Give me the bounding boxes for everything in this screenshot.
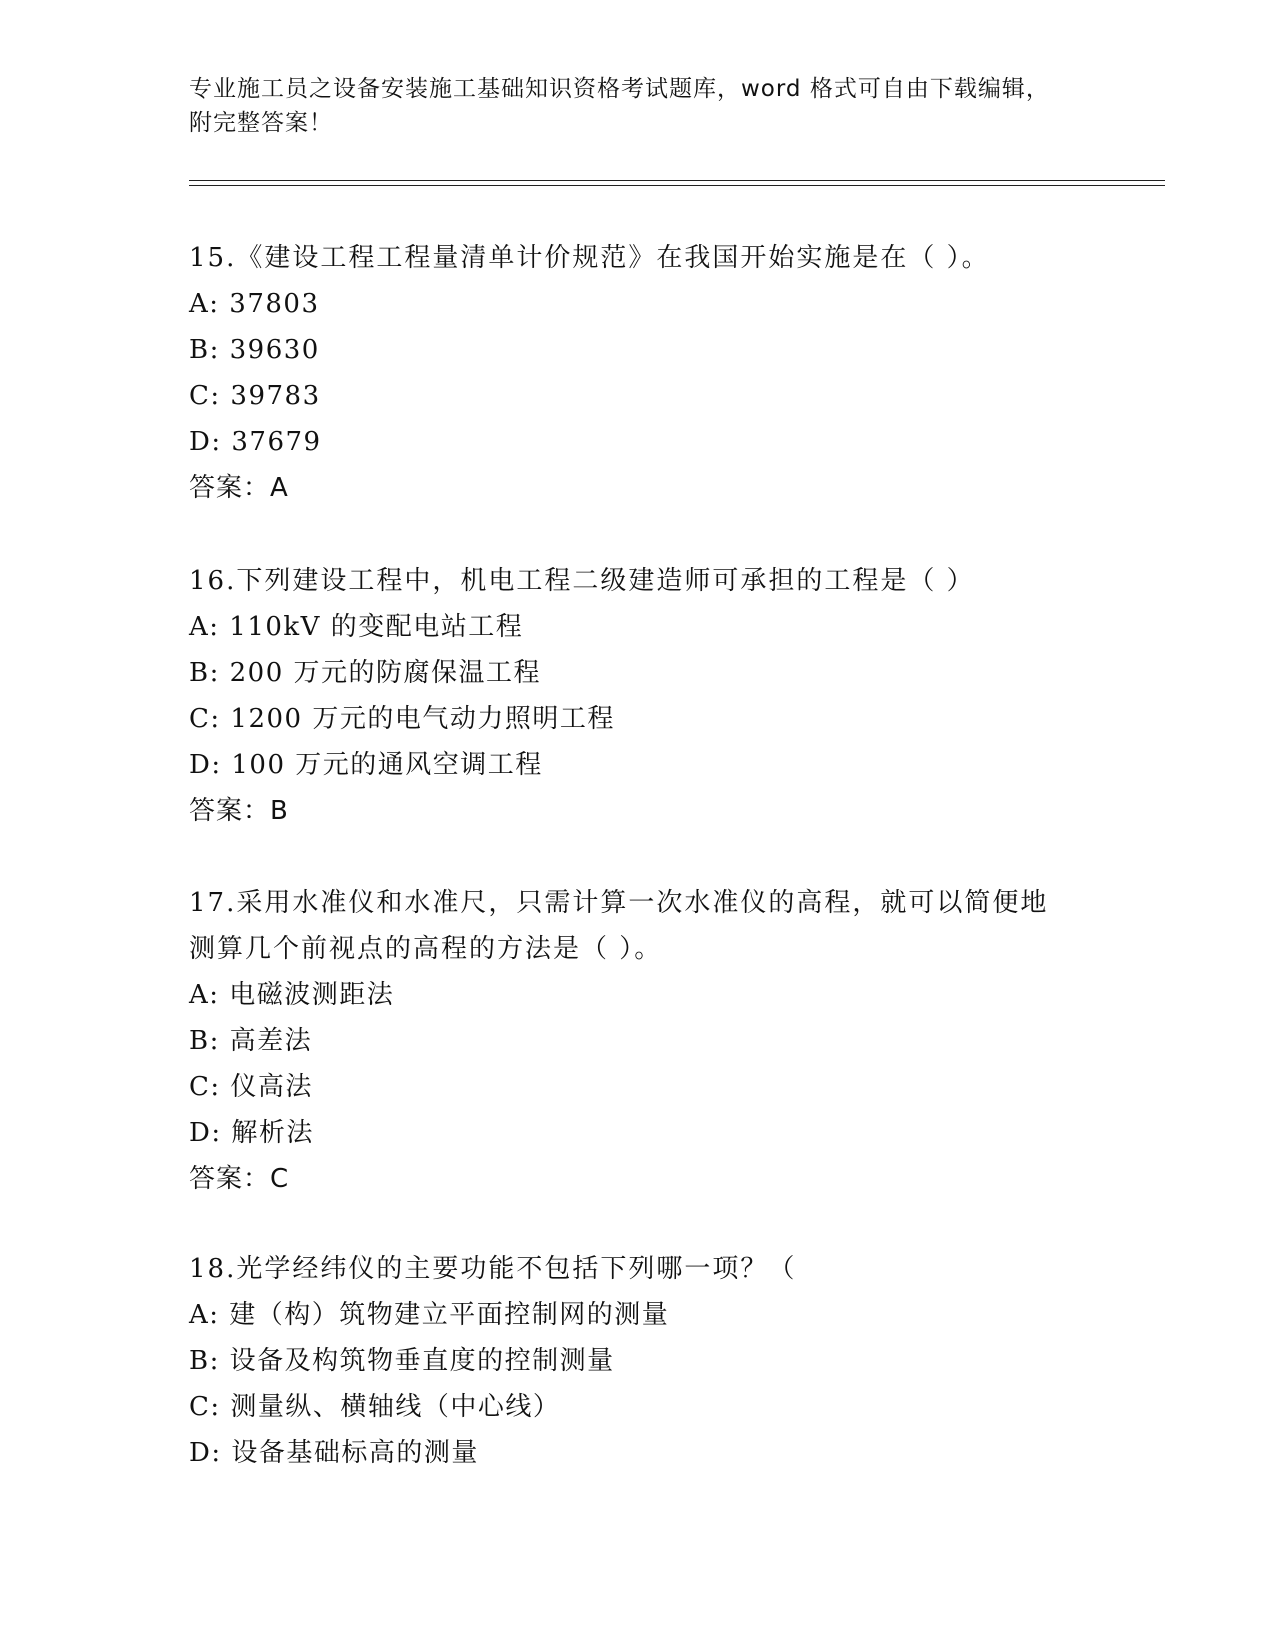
option-letter: D <box>189 1438 212 1468</box>
header-divider-top <box>189 180 1165 181</box>
option-text: 仪高法 <box>230 1072 313 1102</box>
option-letter: B <box>189 1346 210 1376</box>
option-text: 解析法 <box>231 1118 314 1148</box>
option-c: C: 1200 万元的电气动力照明工程 <box>189 696 1089 742</box>
option-letter: A <box>189 1300 210 1330</box>
option-letter: C <box>189 704 211 734</box>
option-letter: A <box>189 980 210 1010</box>
option-letter: B <box>189 335 210 365</box>
header-line-1: 专业施工员之设备安装施工基础知识资格考试题库，word 格式可自由下载编辑， <box>189 76 1050 102</box>
document-header <box>189 72 1069 140</box>
question-18 <box>189 1246 1089 1476</box>
option-text: 设备及构筑物垂直度的控制测量 <box>229 1346 615 1376</box>
option-text: 37679 <box>231 427 322 457</box>
question-stem: 18.光学经纬仪的主要功能不包括下列哪一项？（ <box>189 1254 797 1284</box>
answer-line: 答案：B <box>189 796 289 826</box>
option-letter: A <box>189 612 210 642</box>
option-text: 110kV 的变配电站工程 <box>229 612 524 642</box>
option-text: 高差法 <box>229 1026 313 1056</box>
option-text: 39783 <box>230 381 321 411</box>
option-a: A: 37803 <box>189 281 1089 327</box>
answer-line: 答案：C <box>189 1164 290 1194</box>
option-letter: D <box>189 1118 212 1148</box>
option-a: A: 建（构）筑物建立平面控制网的测量 <box>189 1292 1089 1338</box>
option-text: 测量纵、横轴线（中心线） <box>230 1392 561 1422</box>
option-a: A: 电磁波测距法 <box>189 972 1089 1018</box>
option-letter: B <box>189 658 210 688</box>
option-d: D: 100 万元的通风空调工程 <box>189 742 1089 788</box>
option-text: 电磁波测距法 <box>229 980 395 1010</box>
option-letter: D <box>189 750 212 780</box>
question-stem-line-1: 17.采用水准仪和水准尺，只需计算一次水准仪的高程，就可以简便地 <box>189 888 1049 918</box>
option-c: C: 39783 <box>189 373 1089 419</box>
option-letter: B <box>189 1026 210 1056</box>
option-d: D: 37679 <box>189 419 1089 465</box>
option-b: B: 200 万元的防腐保温工程 <box>189 650 1089 696</box>
option-letter: A <box>189 289 210 319</box>
option-text: 设备基础标高的测量 <box>231 1438 479 1468</box>
option-c: C: 测量纵、横轴线（中心线） <box>189 1384 1089 1430</box>
option-letter: C <box>189 381 211 411</box>
option-text: 100 万元的通风空调工程 <box>231 750 543 780</box>
header-divider-bottom <box>189 185 1165 186</box>
option-text: 建（构）筑物建立平面控制网的测量 <box>229 1300 670 1330</box>
question-16 <box>189 558 1089 834</box>
option-b: B: 设备及构筑物垂直度的控制测量 <box>189 1338 1089 1384</box>
option-c: C: 仪高法 <box>189 1064 1089 1110</box>
option-text: 39630 <box>229 335 320 365</box>
header-line-2: 附完整答案！ <box>189 110 333 136</box>
option-b: B: 高差法 <box>189 1018 1089 1064</box>
question-stem-line-2: 测算几个前视点的高程的方法是（ ）。 <box>189 934 663 964</box>
question-stem: 15.《建设工程工程量清单计价规范》在我国开始实施是在（ ）。 <box>189 243 990 273</box>
question-17 <box>189 880 1089 1202</box>
option-letter: C <box>189 1392 211 1422</box>
option-text: 37803 <box>229 289 320 319</box>
option-text: 1200 万元的电气动力照明工程 <box>230 704 615 734</box>
option-b: B: 39630 <box>189 327 1089 373</box>
option-a: A: 110kV 的变配电站工程 <box>189 604 1089 650</box>
question-15 <box>189 235 1089 511</box>
question-stem: 16.下列建设工程中，机电工程二级建造师可承担的工程是（ ） <box>189 566 975 596</box>
option-d: D: 解析法 <box>189 1110 1089 1156</box>
option-letter: D <box>189 427 212 457</box>
option-letter: C <box>189 1072 211 1102</box>
option-text: 200 万元的防腐保温工程 <box>229 658 542 688</box>
answer-line: 答案：A <box>189 473 289 503</box>
option-d: D: 设备基础标高的测量 <box>189 1430 1089 1476</box>
